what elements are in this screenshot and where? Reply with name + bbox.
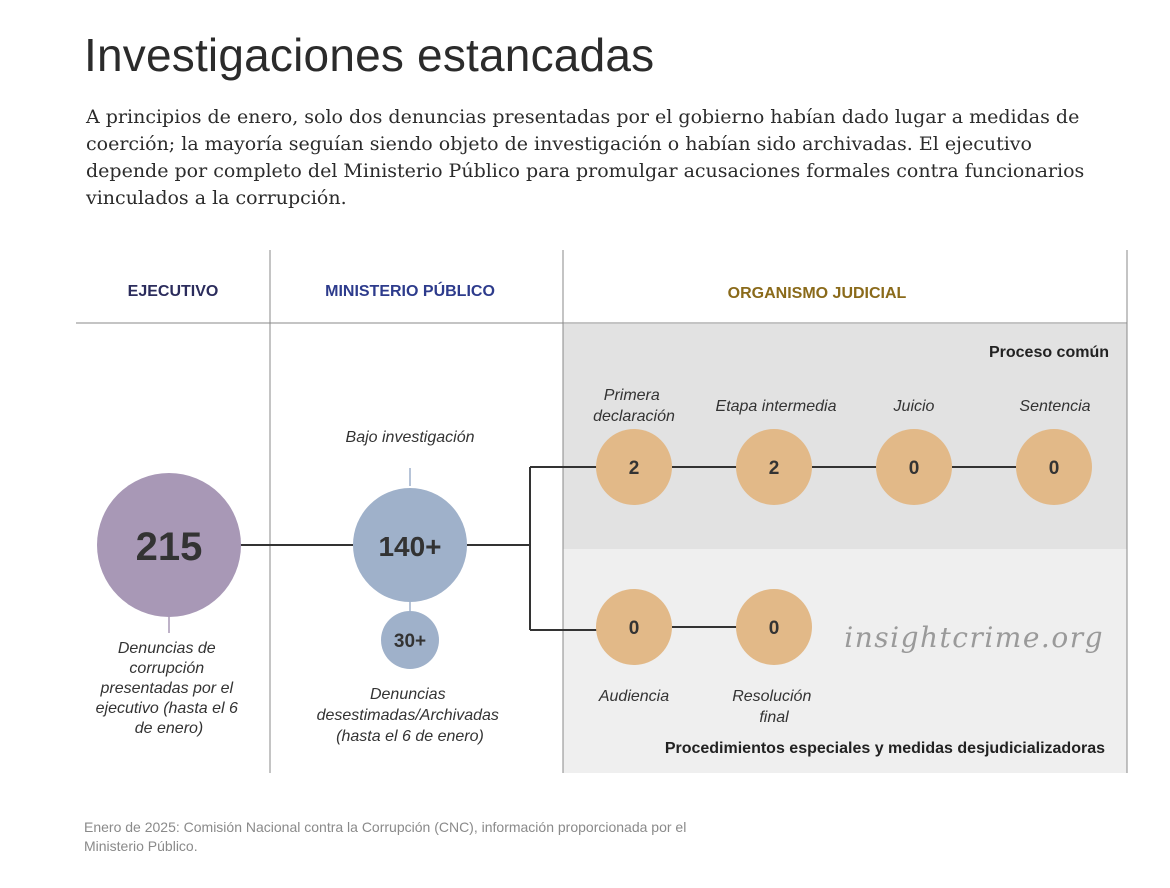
stage-value-audiencia: 0	[628, 618, 640, 639]
source-note: Enero de 2025: Comisión Nacional contra la Corrupción (CNC), información proporcionada por el Ministerio Público.	[84, 819, 687, 854]
stage-label-resolucion: Resolución final	[732, 688, 812, 726]
stage-value-resolucion: 0	[768, 618, 780, 639]
desestimadas-label: Denuncias desestimadas/Archivadas (hasta el 6 de enero)	[316, 686, 499, 745]
header-judicial: ORGANISMO JUDICIAL	[727, 285, 907, 302]
ejecutivo-label: Denuncias de corrupción presentadas por el ejecutivo (hasta el 6 de enero)	[95, 640, 238, 737]
stage-label-sentencia: Sentencia	[1019, 398, 1091, 415]
ejecutivo-value: 215	[135, 525, 203, 569]
stage-value-sentencia: 0	[1048, 458, 1060, 479]
stage-label-intermedia: Etapa intermedia	[715, 398, 837, 415]
header-ejecutivo: EJECUTIVO	[127, 283, 219, 300]
stage-label-juicio: Juicio	[893, 398, 935, 415]
especiales-title: Procedimientos especiales y medidas desjudicializadoras	[664, 740, 1105, 757]
watermark: insightcrime.org	[844, 621, 1104, 654]
investigacion-value: 140+	[378, 531, 442, 562]
header-ministerio: MINISTERIO PÚBLICO	[325, 283, 495, 300]
intro-paragraph: A principios de enero, solo dos denuncias presentadas por el gobierno habían dado lugar a medidas de coerción; la mayoría seguían siendo objeto de investigación o habían sido archivadas. El ejecutivo depende por completo del Ministerio Público para promulgar acusaciones formales contra funcionarios vinculados a la corrupción.	[86, 106, 1085, 209]
stage-value-juicio: 0	[908, 458, 920, 479]
desestimadas-value: 30+	[393, 631, 427, 652]
stage-label-primera: Primera declaración	[593, 387, 675, 425]
proceso-comun-title: Proceso común	[988, 344, 1109, 361]
page-title: Investigaciones estancadas	[84, 29, 655, 81]
stage-value-intermedia: 2	[768, 458, 780, 479]
investigacion-label: Bajo investigación	[345, 429, 475, 446]
stage-label-audiencia: Audiencia	[598, 688, 670, 705]
stage-value-primera: 2	[628, 458, 640, 479]
